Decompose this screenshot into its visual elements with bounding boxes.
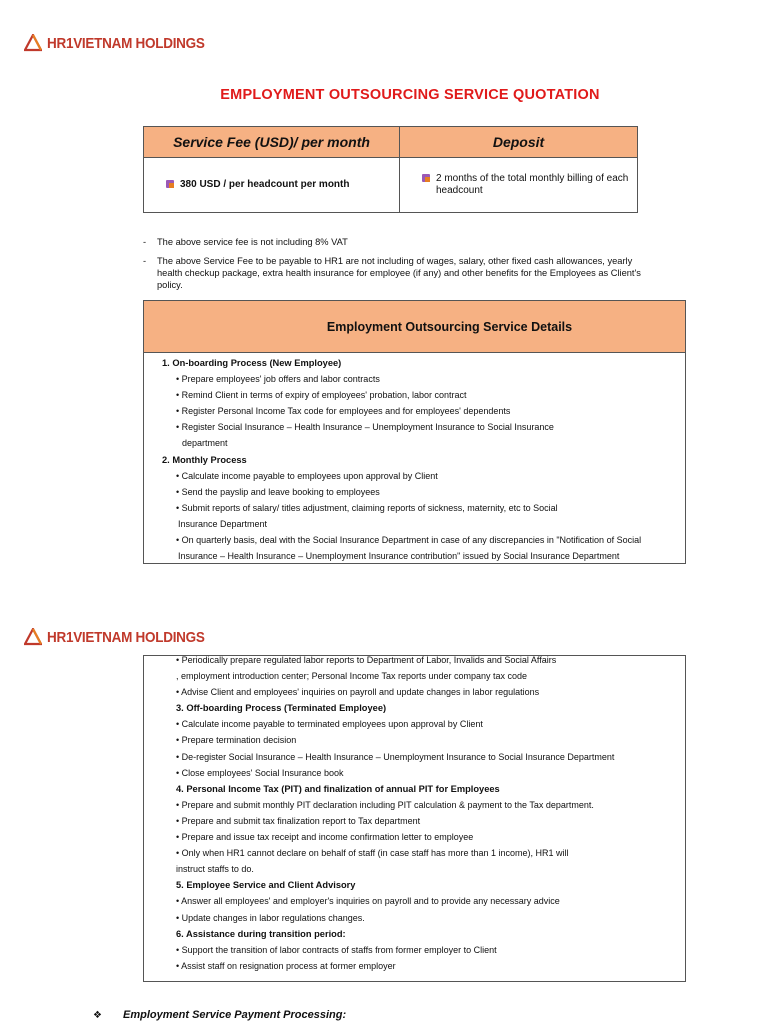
- company-logo: [24, 628, 222, 646]
- page-title: EMPLOYMENT OUTSOURCING SERVICE QUOTATION: [220, 87, 600, 103]
- list-item: • Register Social Insurance – Health Insurance – Unemployment Insurance to Social Insurance: [176, 422, 554, 433]
- list-item: • Calculate income payable to terminated employees upon approval by Client: [176, 719, 483, 730]
- note-text: The above Service Fee to be payable to HR1 are not including of wages, salary, other fixed cash allowances, yearly health checkup package, extra health insurance for employee (if any) and other benefits for the Employees as Client's policy.: [157, 256, 641, 290]
- service-details-title: Employment Outsourcing Service Details: [144, 301, 685, 353]
- list-item: • Prepare and issue tax receipt and income confirmation letter to employee: [176, 832, 474, 843]
- payment-processing-heading: [93, 1009, 346, 1021]
- service-details-list: [144, 353, 685, 564]
- bullet-icon: [422, 174, 430, 182]
- service-fee-header: Service Fee (USD)/ per month: [144, 127, 400, 158]
- list-item: • Calculate income payable to employees upon approval by Client: [176, 470, 438, 481]
- list-item: • Close employees' Social Insurance book: [176, 767, 344, 778]
- note-item: - The above Service Fee to be payable to HR1 are not including of wages, salary, other fixed cash allowances, yearly health checkup package, extra health insurance for employee (if any) and other benefits for the Employees as Client's policy.: [143, 256, 641, 290]
- list-item: • Submit reports of salary/ titles adjustment, claiming reports of sickness, maternity, etc to Social: [176, 502, 558, 513]
- service-details-box: [143, 300, 686, 564]
- list-item: • Answer all employees' and employer's inquiries on payroll and to provide any necessary advice: [176, 896, 560, 907]
- note-item: - The above service fee is not including 8% VAT: [143, 237, 348, 247]
- company-name: HR1VIETNAM HOLDINGS: [47, 34, 205, 52]
- deposit-cell: [400, 158, 638, 213]
- list-item: department: [182, 438, 228, 449]
- list-item: • Register Personal Income Tax code for employees and for employees' dependents: [176, 406, 511, 417]
- section-heading: 3. Off-boarding Process (Terminated Employee): [176, 703, 387, 714]
- list-item: • Only when HR1 cannot declare on behalf of staff (in case staff has more than 1 income), HR1 will: [176, 848, 569, 859]
- section-heading: 4. Personal Income Tax (PIT) and finalization of annual PIT for Employees: [176, 783, 500, 794]
- list-item: • Assist staff on resignation process at former employer: [176, 960, 396, 971]
- list-item: • Advise Client and employees' inquiries on payroll and update changes in labor regulations: [176, 687, 540, 698]
- company-logo: [24, 34, 222, 52]
- payment-processing-text: Employment Service Payment Processing:: [123, 1009, 347, 1021]
- deposit-value: 2 months of the total monthly billing of each headcount: [436, 173, 629, 196]
- list-item: • Support the transition of labor contracts of staffs from former employer to Client: [176, 944, 497, 955]
- list-item: • Prepare and submit tax finalization report to Tax department: [176, 815, 421, 826]
- company-name: HR1VIETNAM HOLDINGS: [47, 628, 205, 646]
- list-item: , employment introduction center; Personal Income Tax reports under company tax code: [176, 671, 528, 682]
- service-details-box-continued: [143, 655, 686, 982]
- list-item: • Periodically prepare regulated labor reports to Department of Labor, Invalids and Social Affairs: [176, 655, 557, 665]
- list-item: • Prepare employees' job offers and labor contracts: [176, 374, 380, 385]
- fee-notes: [143, 236, 643, 298]
- service-fee-cell: [144, 158, 400, 213]
- list-item: • Prepare and submit monthly PIT declaration including PIT calculation & payment to the Tax department.: [176, 799, 594, 810]
- list-item: instruct staffs to do.: [176, 864, 254, 875]
- list-item: Insurance – Health Insurance – Unemployment Insurance contribution" issued by Social Insurance Department: [178, 551, 620, 562]
- company-logo-icon: [24, 34, 42, 52]
- list-item: • Remind Client in terms of expiry of employees' probation, labor contract: [176, 390, 467, 401]
- list-item: • De-register Social Insurance – Health Insurance – Unemployment Insurance to Social Insurance Department: [176, 751, 615, 762]
- fee-table: [143, 126, 638, 213]
- service-details-list: [144, 652, 685, 974]
- bullet-icon: [166, 180, 174, 188]
- list-item: • Prepare termination decision: [176, 735, 297, 746]
- list-item: • Update changes in labor regulations changes.: [176, 912, 365, 923]
- list-item: • On quarterly basis, deal with the Social Insurance Department in case of any discrepancies in "Notification of Social: [176, 535, 642, 546]
- list-item: • Send the payslip and leave booking to employees: [176, 486, 380, 497]
- section-heading: 1. On-boarding Process (New Employee): [162, 358, 342, 368]
- note-text: The above service fee is not including 8% VAT: [157, 237, 348, 247]
- company-logo-icon: [24, 628, 42, 646]
- list-item: Insurance Department: [178, 518, 268, 529]
- section-heading: 6. Assistance during transition period:: [176, 928, 346, 939]
- section-heading: 2. Monthly Process: [162, 454, 247, 465]
- deposit-header: Deposit: [400, 127, 638, 158]
- diamond-bullet-icon: ❖: [93, 1010, 102, 1021]
- service-fee-value: 380 USD / per headcount per month: [180, 179, 350, 190]
- section-heading: 5. Employee Service and Client Advisory: [176, 880, 356, 891]
